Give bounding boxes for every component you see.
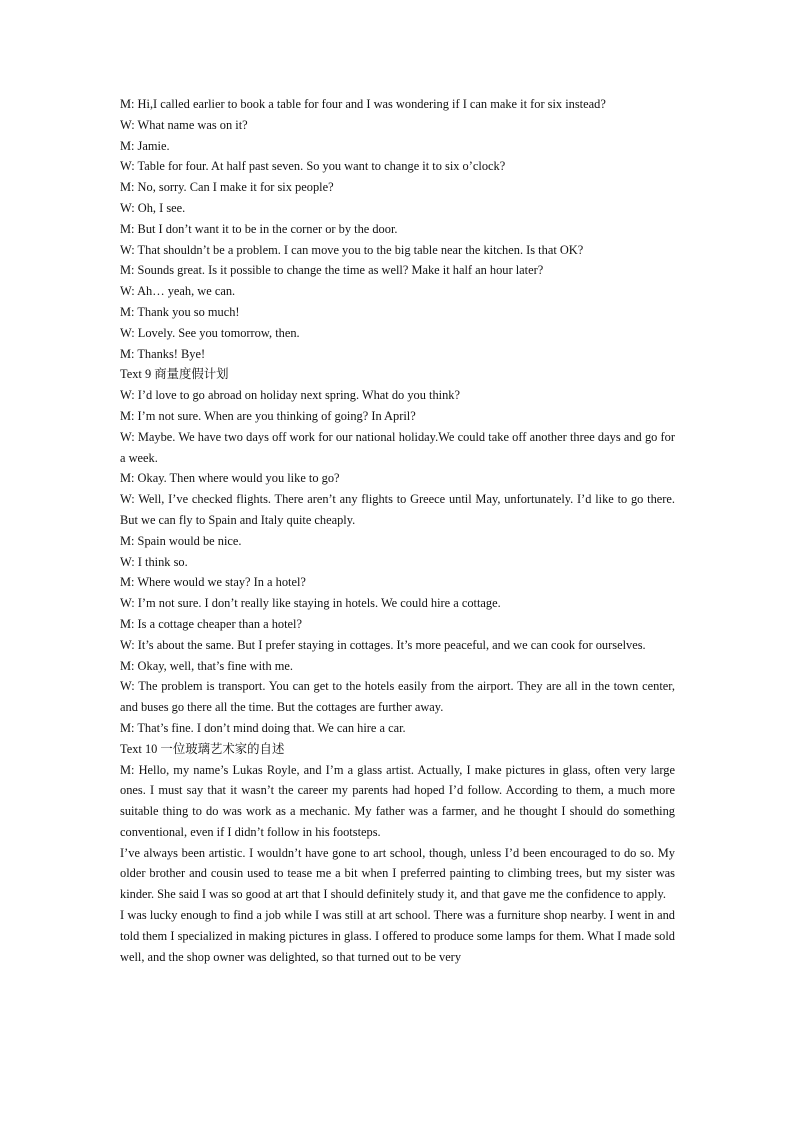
dialogue-line: W: Lovely. See you tomorrow, then. bbox=[120, 325, 300, 340]
section-heading: Text 10 一位玻璃艺术家的自述 bbox=[120, 741, 285, 756]
paragraph: I’ve always been artistic. I wouldn’t have gone to art school, though, unless I’d been encouraged to do so. My older brother and cousin used to tease me a bit when I preferred painting to climbing trees, but my sister was kinder. She said I was so good at art that I should definitely study it, and that gave me the confidence to apply. bbox=[120, 845, 675, 902]
dialogue-restaurant-booking bbox=[120, 94, 675, 364]
dialogue-line: M: Thank you so much! bbox=[120, 304, 240, 319]
dialogue-line: M: Sounds great. Is it possible to change the time as well? Make it half an hour later? bbox=[120, 263, 544, 278]
dialogue-line: M: Hi,I called earlier to book a table for four and I was wondering if I can make it for six instead? bbox=[120, 97, 606, 111]
paragraph: I was lucky enough to find a job while I was still at art school. There was a furniture shop nearby. I went in and told them I specialized in making pictures in glass. I offered to produce some lamps for them. What I made sold well, and the shop owner was delighted, so that turned out to be very bbox=[120, 908, 675, 964]
dialogue-line: M: Okay, well, that’s fine with me. bbox=[120, 658, 293, 673]
dialogue-line: W: I’d love to go abroad on holiday next spring. What do you think? bbox=[120, 388, 460, 403]
dialogue-line: W: What name was on it? bbox=[120, 117, 248, 132]
dialogue-line: M: No, sorry. Can I make it for six people? bbox=[120, 180, 334, 195]
dialogue-line: W: Table for four. At half past seven. So you want to change it to six o’clock? bbox=[120, 159, 506, 174]
dialogue-line: W: I’m not sure. I don’t really like staying in hotels. We could hire a cottage. bbox=[120, 596, 501, 611]
dialogue-line: W: It’s about the same. But I prefer staying in cottages. It’s more peaceful, and we can cook for ourselves. bbox=[120, 637, 646, 652]
dialogue-line: W: Maybe. We have two days off work for our national holiday.We could take off another three days and go for a week. bbox=[120, 429, 675, 465]
dialogue-line: W: Ah… yeah, we can. bbox=[120, 284, 236, 299]
dialogue-line: W: The problem is transport. You can get to the hotels easily from the airport. They are all in the town center, and buses go there all the time. But the cottages are further away. bbox=[120, 679, 675, 715]
dialogue-line: M: But I don’t want it to be in the corner or by the door. bbox=[120, 221, 398, 236]
dialogue-line: M: Jamie. bbox=[120, 138, 170, 153]
section-text-9 bbox=[120, 364, 675, 738]
dialogue-line: M: Is a cottage cheaper than a hotel? bbox=[120, 616, 302, 631]
dialogue-line: W: I think so. bbox=[120, 554, 188, 569]
dialogue-line: W: That shouldn’t be a problem. I can move you to the big table near the kitchen. Is that OK? bbox=[120, 242, 584, 257]
paragraph: M: Hello, my name’s Lukas Royle, and I’m a glass artist. Actually, I make pictures in glass, often very large ones. I must say that it wasn’t the career my parents had hoped I’d follow. According to them, a much more suitable thing to do was work as a mechanic. My father was a farmer, and he thought I should do something conventional, even if I didn’t follow in his footsteps. bbox=[120, 762, 675, 839]
dialogue-line: M: Okay. Then where would you like to go? bbox=[120, 471, 340, 486]
dialogue-line: W: Well, I’ve checked flights. There aren’t any flights to Greece until May, unfortunately. I’d like to go there. But we can fly to Spain and Italy quite cheaply. bbox=[120, 492, 675, 527]
dialogue-line: M: That’s fine. I don’t mind doing that. We can hire a car. bbox=[120, 720, 406, 735]
dialogue-line: W: Oh, I see. bbox=[120, 200, 186, 215]
document-page bbox=[120, 94, 675, 967]
dialogue-line: M: Where would we stay? In a hotel? bbox=[120, 575, 306, 590]
dialogue-line: M: I’m not sure. When are you thinking of going? In April? bbox=[120, 408, 416, 423]
dialogue-line: M: Thanks! Bye! bbox=[120, 346, 206, 361]
section-text-10 bbox=[120, 739, 675, 968]
dialogue-line: M: Spain would be nice. bbox=[120, 533, 242, 548]
section-heading: Text 9 商量度假计划 bbox=[120, 367, 229, 382]
